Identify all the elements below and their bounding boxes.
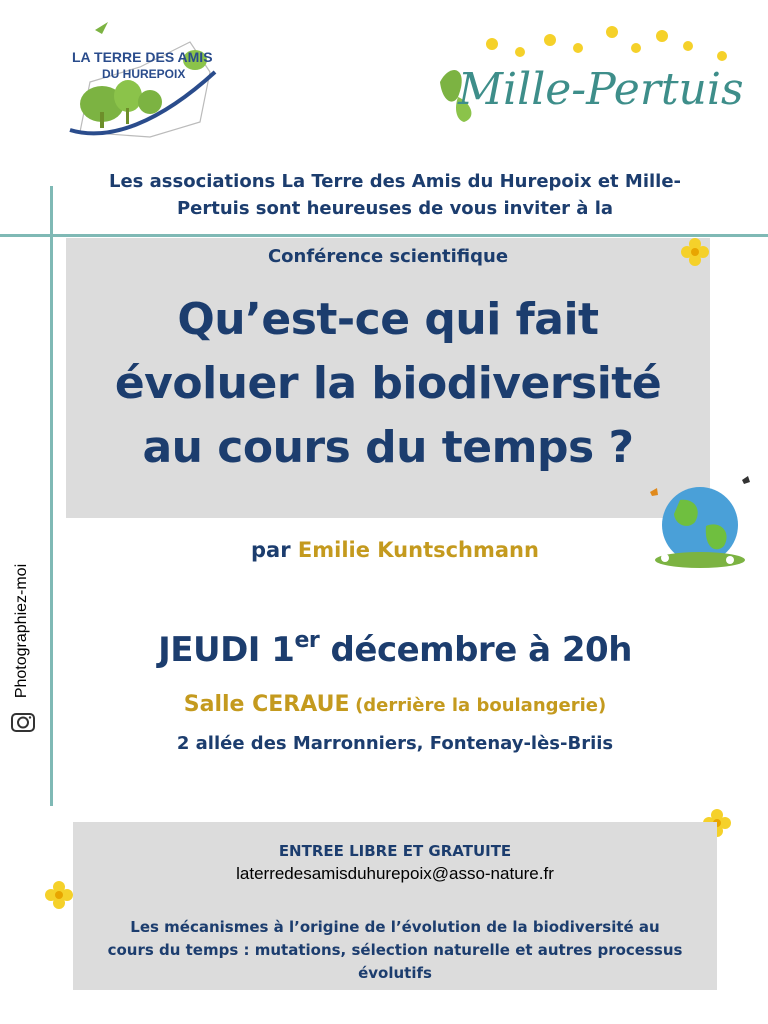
frame-line-horizontal: [0, 234, 768, 237]
venue-address: 2 allée des Marronniers, Fontenay-lès-Briis: [176, 733, 614, 754]
butterfly-icon: [742, 476, 750, 484]
venue-line: [60, 692, 730, 717]
frame-line-vertical: [50, 186, 53, 806]
speaker-line: [60, 538, 730, 562]
conference-summary: [73, 916, 717, 985]
event-date: [60, 628, 730, 670]
logo-left-line2: DU HUREPOIX: [102, 67, 186, 81]
date-day: JEUDI 1: [158, 630, 295, 670]
intro-line-1: Les associations La Terre des Amis du Hurepoix et Mille-: [108, 171, 682, 192]
venue-name: Salle CERAUE: [183, 692, 350, 717]
intro-text: [60, 168, 730, 222]
venue-note: (derrière la boulangerie): [355, 695, 607, 716]
intro-line-2: Pertuis sont heureuses de vous inviter à la: [176, 198, 614, 219]
summary-line-2: cours du temps : mutations, sélection naturelle et autres processus: [107, 941, 683, 959]
date-suffix: er: [294, 628, 320, 653]
speaker-name: Emilie Kuntschmann: [297, 538, 539, 562]
camera-icon: [9, 708, 37, 736]
summary-line-1: Les mécanismes à l’origine de l’évolution de la biodiversité au: [130, 918, 660, 936]
flower-icon: [680, 237, 710, 267]
logo-left-line1: LA TERRE DES AMIS: [72, 49, 213, 65]
speaker-prefix: par: [251, 538, 291, 562]
title-line-1: Qu’est-ce qui fait: [177, 294, 599, 345]
mille-pertuis-logo: [430, 22, 750, 132]
logo-right-text: Mille-Pertuis: [458, 64, 744, 115]
title-line-3: au cours du temps ?: [142, 422, 634, 473]
title-line-2: évoluer la biodiversité: [114, 358, 662, 409]
conference-label: Conférence scientifique: [267, 246, 509, 267]
entry-info: ENTREE LIBRE ET GRATUITE: [278, 842, 512, 860]
flower-icon: [44, 880, 74, 910]
summary-line-3: évolutifs: [358, 964, 432, 982]
date-rest: décembre à 20h: [319, 630, 632, 670]
photo-credit-text: Photographiez-moi: [13, 563, 30, 699]
contact-email[interactable]: laterredesamisduhurepoix@asso-nature.fr: [236, 864, 554, 883]
terre-des-amis-logo: [50, 12, 220, 152]
conference-title: [66, 288, 710, 480]
